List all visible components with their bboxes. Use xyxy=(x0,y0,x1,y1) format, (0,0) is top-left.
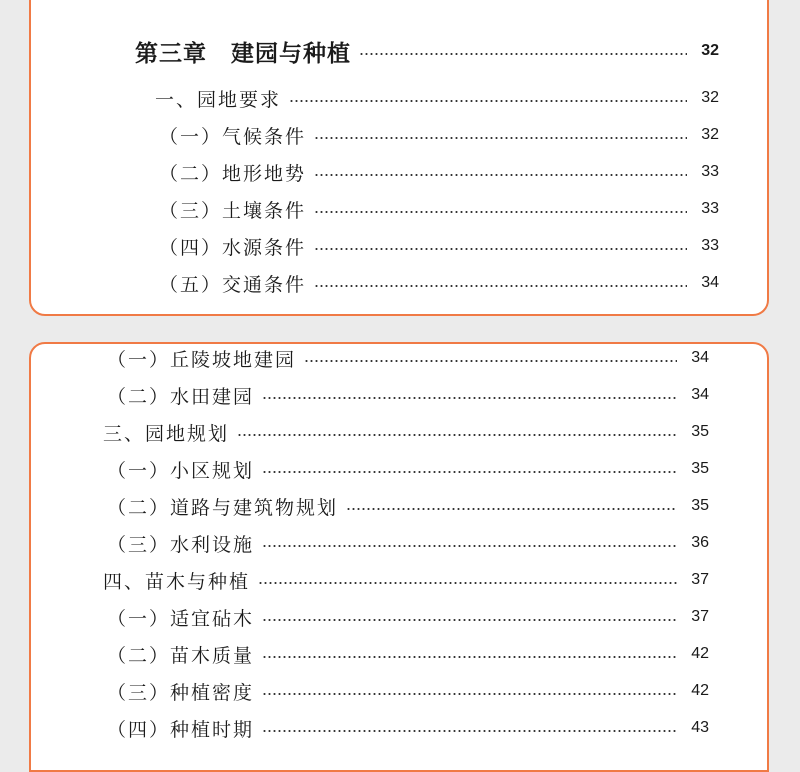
toc-card-bottom xyxy=(29,342,769,772)
page-number: 42 xyxy=(691,682,709,699)
dot-leader xyxy=(314,137,687,139)
page-number: 33 xyxy=(701,163,719,180)
toc-entry xyxy=(159,157,719,187)
toc-entry xyxy=(107,528,709,558)
entry-label: （一）丘陵坡地建园 xyxy=(107,348,297,371)
page-number: 36 xyxy=(691,534,709,551)
toc-entry xyxy=(107,602,709,632)
dot-leader xyxy=(262,471,677,473)
dot-leader xyxy=(359,53,687,55)
dot-leader xyxy=(289,100,687,102)
page-number: 34 xyxy=(691,386,709,403)
page-number: 35 xyxy=(691,423,709,440)
page-number: 35 xyxy=(691,497,709,514)
entry-label: （二）苗木质量 xyxy=(107,644,255,667)
page-number: 43 xyxy=(691,719,709,736)
entry-label: （一）小区规划 xyxy=(107,459,255,482)
dot-leader xyxy=(314,174,687,176)
toc-entry xyxy=(107,639,709,669)
toc-entry xyxy=(159,194,719,224)
page-number: 33 xyxy=(701,200,719,217)
dot-leader xyxy=(262,397,677,399)
dot-leader xyxy=(262,730,677,732)
page-number: 35 xyxy=(691,460,709,477)
dot-leader xyxy=(262,693,677,695)
toc-entry xyxy=(103,417,709,447)
toc-entry xyxy=(107,343,709,373)
entry-label: 一、园地要求 xyxy=(155,88,282,111)
page-number: 37 xyxy=(691,571,709,588)
entry-label: （五）交通条件 xyxy=(159,273,307,296)
entry-label: （二）水田建园 xyxy=(107,385,255,408)
entry-label: （二）地形地势 xyxy=(159,162,307,185)
dot-leader xyxy=(314,285,687,287)
entry-label: （二）道路与建筑物规划 xyxy=(107,496,339,519)
dot-leader xyxy=(237,434,677,436)
toc-entry xyxy=(103,565,709,595)
page-number: 42 xyxy=(691,645,709,662)
page-number: 33 xyxy=(701,237,719,254)
dot-leader xyxy=(346,508,677,510)
dot-leader xyxy=(262,619,677,621)
toc-entry xyxy=(159,231,719,261)
toc-card-top xyxy=(29,0,769,316)
toc-entry xyxy=(107,676,709,706)
toc-entry xyxy=(107,491,709,521)
page-number: 32 xyxy=(701,89,719,106)
toc-entry xyxy=(159,120,719,150)
dot-leader xyxy=(262,656,677,658)
page-number: 32 xyxy=(701,126,719,143)
toc-entry xyxy=(107,713,709,743)
entry-label: 三、园地规划 xyxy=(103,422,230,445)
page-number: 37 xyxy=(691,608,709,625)
entry-label: （四）种植时期 xyxy=(107,718,255,741)
entry-label: （三）种植密度 xyxy=(107,681,255,704)
dot-leader xyxy=(258,582,677,584)
toc-entry xyxy=(155,83,719,113)
toc-chapter-row xyxy=(135,36,719,66)
entry-label: （一）适宜砧木 xyxy=(107,607,255,630)
page-number: 34 xyxy=(691,349,709,366)
toc-entry xyxy=(159,268,719,298)
dot-leader xyxy=(304,360,677,362)
entry-label: （三）水利设施 xyxy=(107,533,255,556)
entry-label: （四）水源条件 xyxy=(159,236,307,259)
dot-leader xyxy=(314,248,687,250)
chapter-title: 第三章 建园与种植 xyxy=(135,39,351,67)
page-number: 32 xyxy=(701,42,719,59)
toc-entry xyxy=(107,380,709,410)
toc-entry xyxy=(107,454,709,484)
dot-leader xyxy=(262,545,677,547)
entry-label: （一）气候条件 xyxy=(159,125,307,148)
entry-label: （三）土壤条件 xyxy=(159,199,307,222)
entry-label: 四、苗木与种植 xyxy=(103,570,251,593)
dot-leader xyxy=(314,211,687,213)
page-number: 34 xyxy=(701,274,719,291)
